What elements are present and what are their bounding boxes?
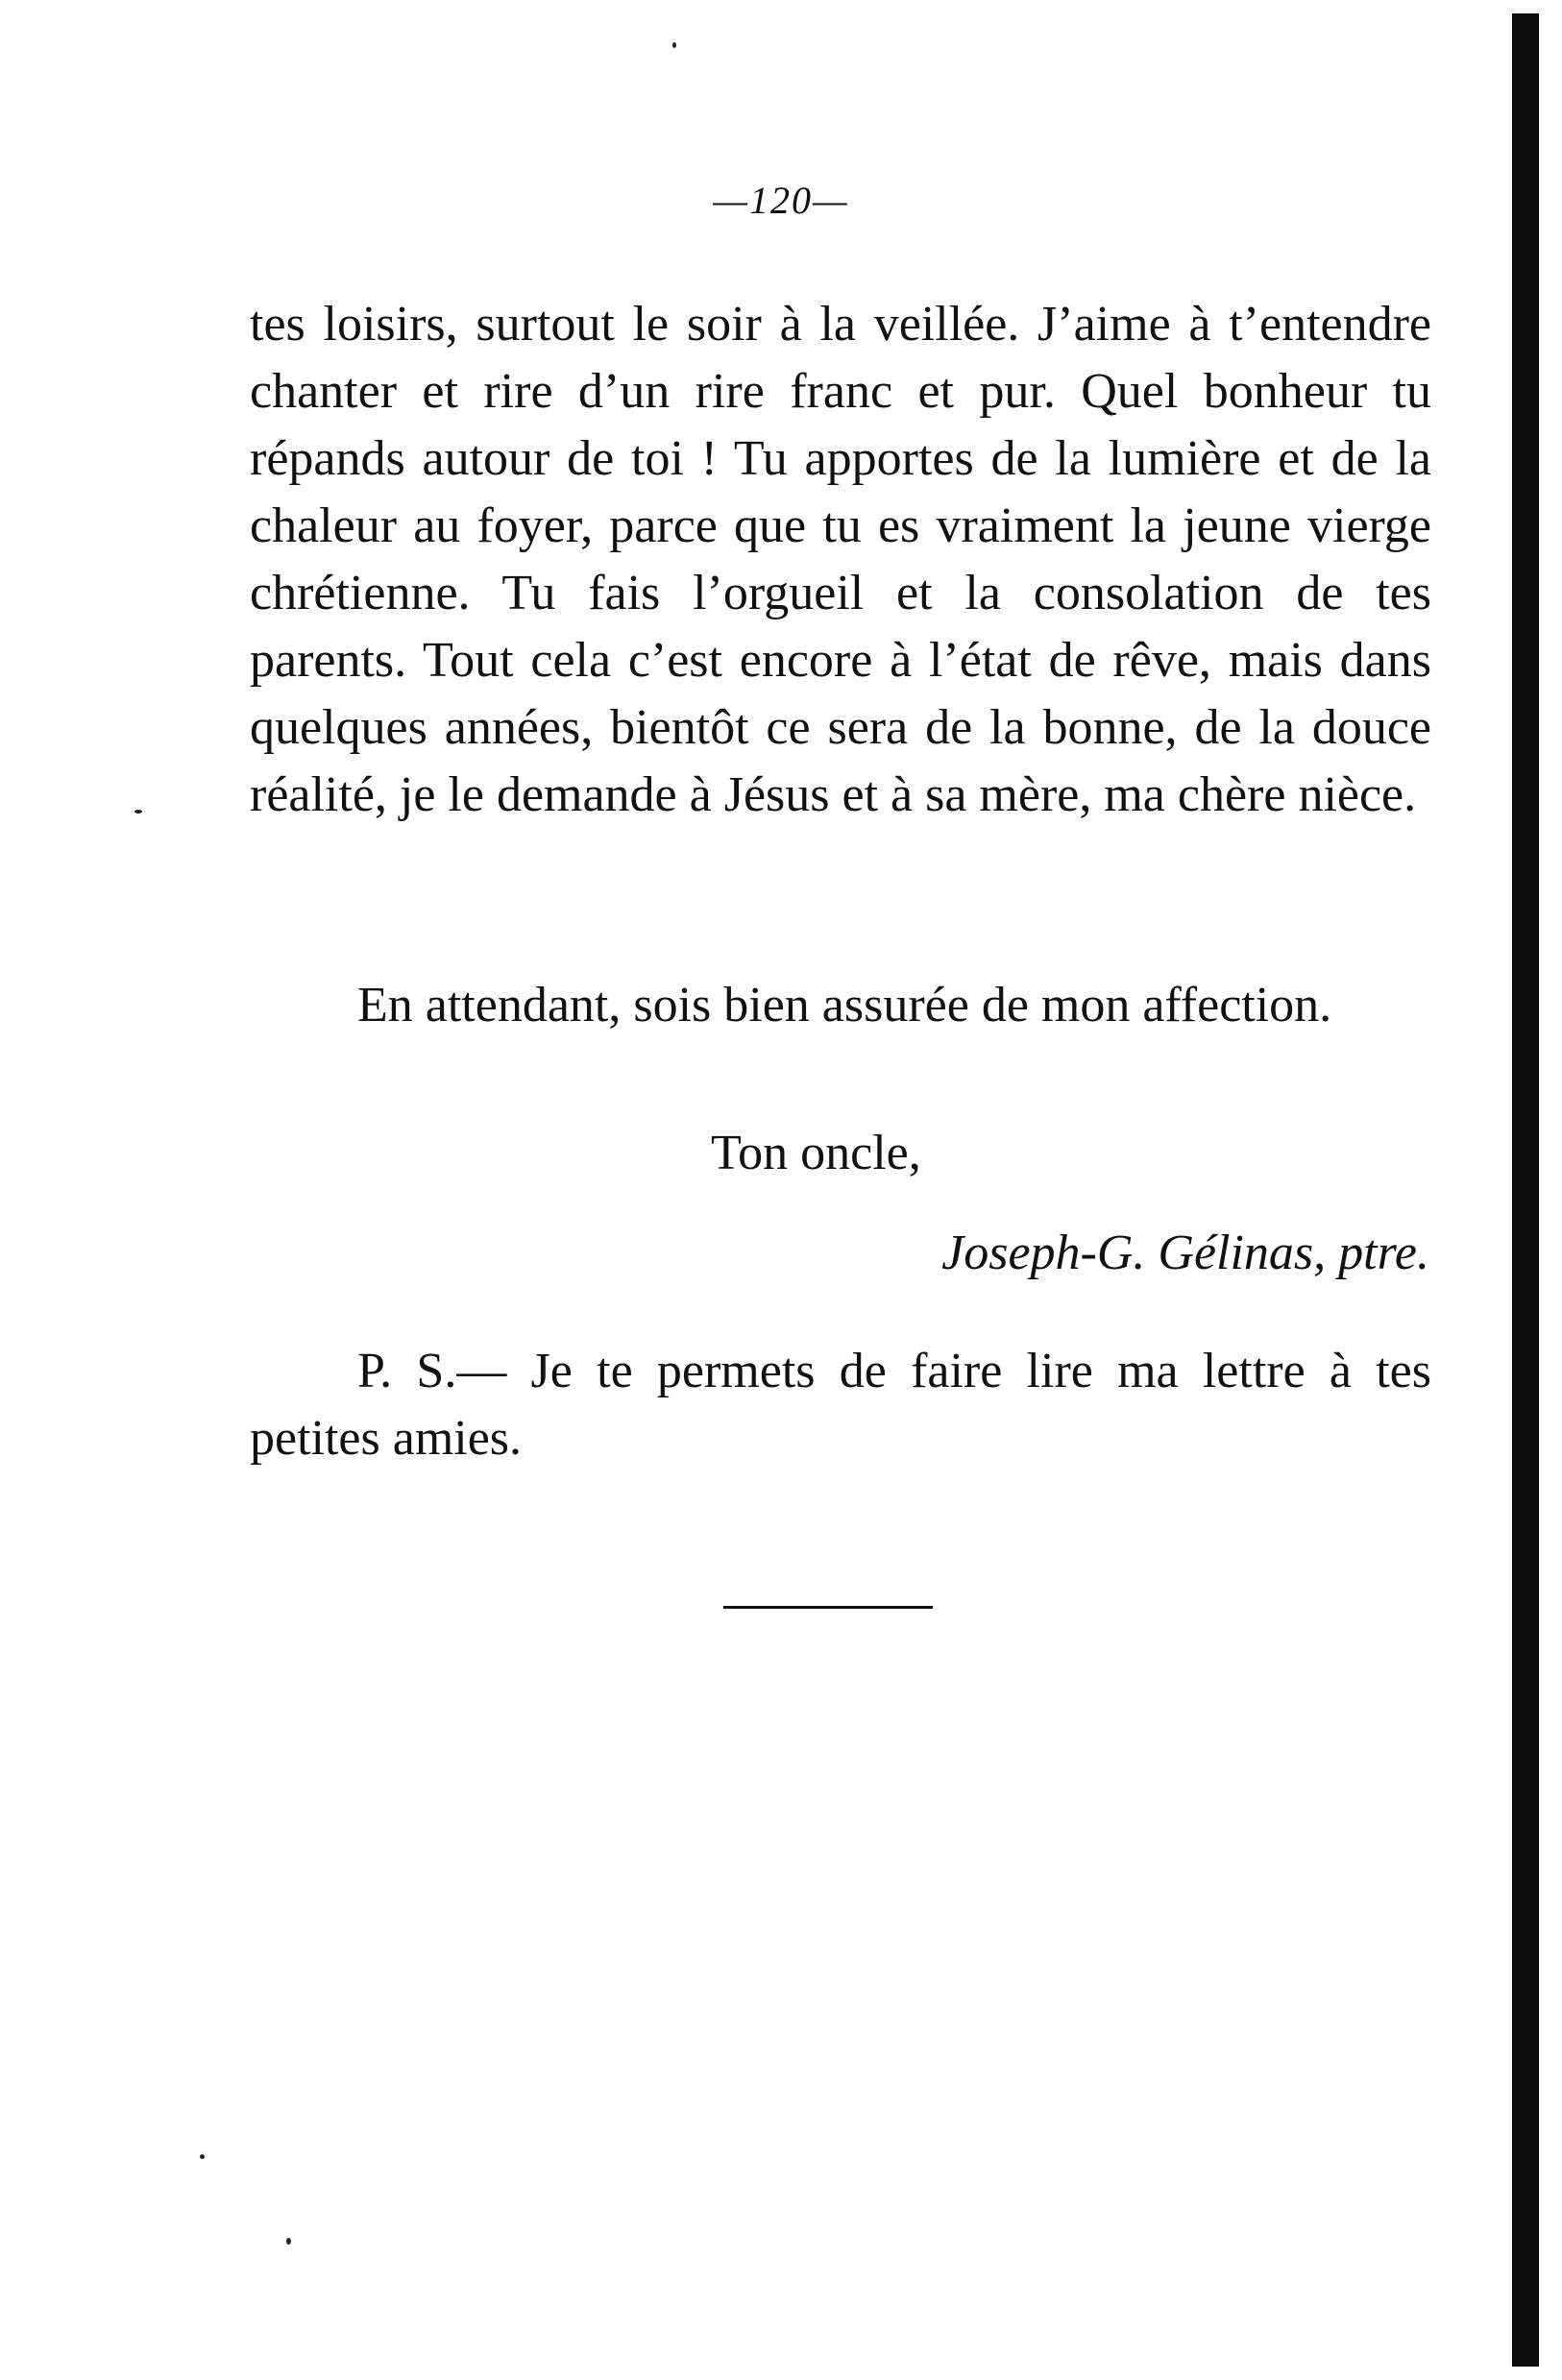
- section-divider: [723, 1606, 933, 1609]
- letter-closing: Ton oncle,: [711, 1126, 921, 1180]
- affection-paragraph: En attendant, sois bien assurée de mon affection.: [357, 978, 1332, 1032]
- scan-edge-shadow: [1512, 13, 1539, 2367]
- signature: Joseph-G. Gélinas, ptre.: [941, 1226, 1429, 1280]
- page-number: —120—: [713, 179, 849, 222]
- postscript: P. S.— Je te permets de faire lire ma lettre à tes petites amies.: [250, 1344, 1431, 1466]
- scan-speck: [672, 42, 676, 48]
- scan-speck: [200, 2154, 205, 2159]
- scan-speck: [286, 2238, 291, 2245]
- letter-paragraph: tes loisirs, surtout le soir à la veillée. J’aime à t’entendre chanter et rire d’un rire franc et pur. Quel bonheur tu répands autour de toi ! Tu apportes de la lumière et de la chaleur au foyer, parce que tu es vraiment la jeune vierge chrétienne. Tu fais l’orgueil et la consolation de tes parents. Tout cela c’est encore à l’état de rêve, mais dans quelques années, bientôt ce sera de la bonne, de la douce réalité, je le demande à Jésus et à sa mère, ma chère nièce.: [250, 297, 1431, 822]
- scan-speck: [134, 810, 142, 814]
